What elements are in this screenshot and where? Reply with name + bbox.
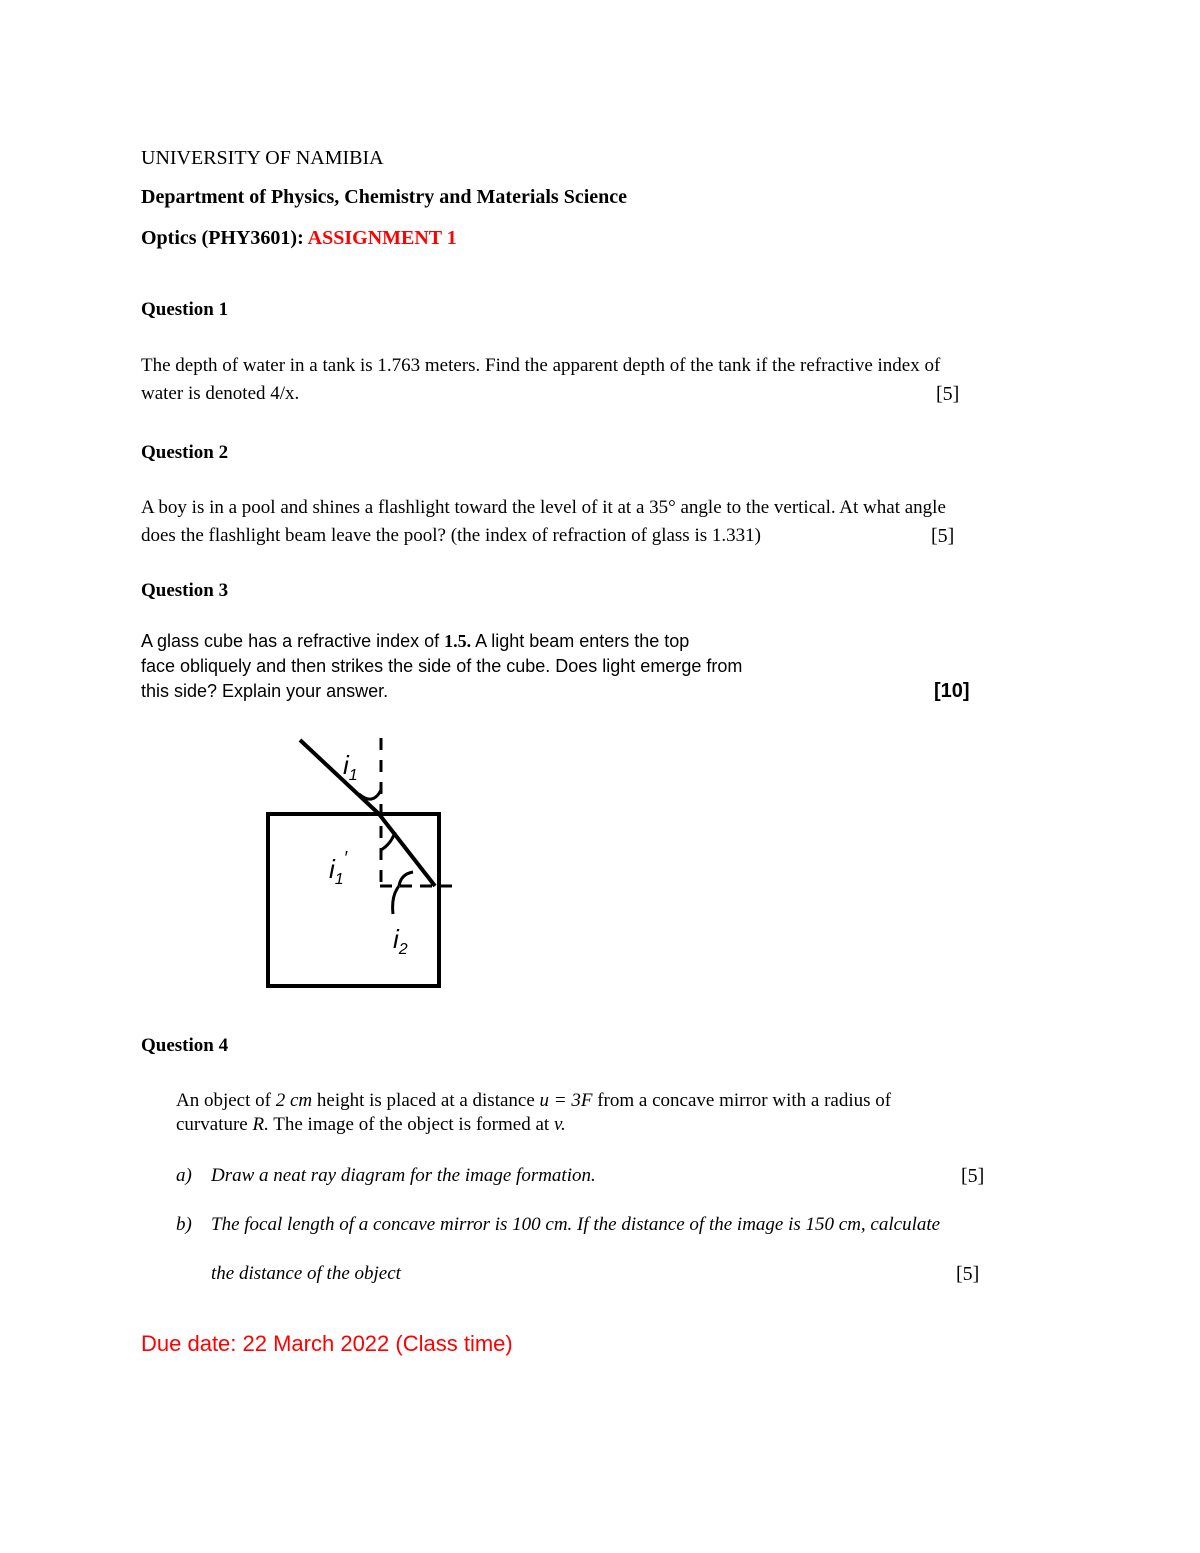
part-a-label: a) xyxy=(176,1165,192,1186)
due-date: Due date: 22 March 2022 (Class time) xyxy=(141,1331,513,1356)
question-2-line-1: A boy is in a pool and shines a flashlight toward the level of it at a 35° angle to the vertical. At what angle xyxy=(141,497,946,518)
question-1-line-1: The depth of water in a tank is 1.763 meters. Find the apparent depth of the tank if the refractive index of xyxy=(141,355,941,376)
part-b-text-2: the distance of the object xyxy=(211,1263,401,1284)
part-b-text: The focal length of a concave mirror is 100 cm. If the distance of the image is 150 cm, calculate xyxy=(211,1214,941,1235)
incident-ray xyxy=(300,740,379,814)
angle-arc-i2 xyxy=(399,872,413,886)
question-2-marks: [5] xyxy=(931,525,955,547)
intro-5: from a concave mirror with a radius of xyxy=(592,1090,892,1111)
intro2-1: curvature xyxy=(176,1114,253,1135)
radius-symbol: R. xyxy=(252,1114,269,1135)
assignment-label: ASSIGNMENT 1 xyxy=(307,227,457,249)
question-2-heading: Question 2 xyxy=(141,442,229,463)
question-2-line-2: does the flashlight beam leave the pool? (the index of refraction of glass is 1.331) xyxy=(141,525,761,546)
angle-arc-i1 xyxy=(359,790,381,799)
part-a-text: Draw a neat ray diagram for the image formation. xyxy=(211,1165,596,1186)
question-1-marks: [5] xyxy=(936,383,960,405)
question-3-line-2: face obliquely and then strikes the side of the cube. Does light emerge from xyxy=(141,656,743,676)
glass-cube-figure xyxy=(255,728,475,998)
question-3-marks: [10] xyxy=(934,680,970,702)
question-3-line-1 xyxy=(141,629,689,653)
question-3-line-3: this side? Explain your answer. xyxy=(141,681,389,701)
cube-outline xyxy=(268,814,439,986)
angle-pointer-i2 xyxy=(393,886,399,914)
image-distance-symbol: v. xyxy=(553,1114,566,1135)
part-b-label: b) xyxy=(176,1214,192,1235)
university-title: UNIVERSITY OF NAMIBIA xyxy=(141,147,384,169)
department-title: Department of Physics, Chemistry and Materials Science xyxy=(141,186,628,208)
question-3-line-1-a: A glass cube has a refractive index of xyxy=(141,631,445,651)
question-3-heading: Question 3 xyxy=(141,580,229,601)
intro-3: height is placed at a distance xyxy=(312,1090,540,1111)
question-4-intro-line-2 xyxy=(176,1113,566,1137)
question-4-intro-line-1 xyxy=(176,1089,891,1113)
question-1-heading: Question 1 xyxy=(141,299,229,320)
question-3-line-1-c: A light beam enters the top xyxy=(471,631,690,651)
label-i1: $i_1$ xyxy=(343,750,358,784)
course-title xyxy=(141,226,457,250)
course-code: Optics (PHY3601): xyxy=(141,227,304,249)
question-1-line-2: water is denoted 4/x. xyxy=(141,383,300,404)
object-distance: u = 3F xyxy=(539,1090,593,1111)
part-a-marks: [5] xyxy=(961,1165,985,1187)
intro-1: An object of xyxy=(176,1090,276,1111)
refractive-index-value: 1.5. xyxy=(444,631,472,651)
question-4-heading: Question 4 xyxy=(141,1035,229,1056)
angle-arc-i1-prime xyxy=(381,832,395,850)
label-i2: $i_2$ xyxy=(393,924,408,958)
intro2-3: The image of the object is formed at xyxy=(268,1114,554,1135)
label-i1-prime: $i_1'$ xyxy=(329,848,348,888)
object-height: 2 cm xyxy=(275,1090,313,1111)
part-b-marks: [5] xyxy=(956,1263,980,1285)
